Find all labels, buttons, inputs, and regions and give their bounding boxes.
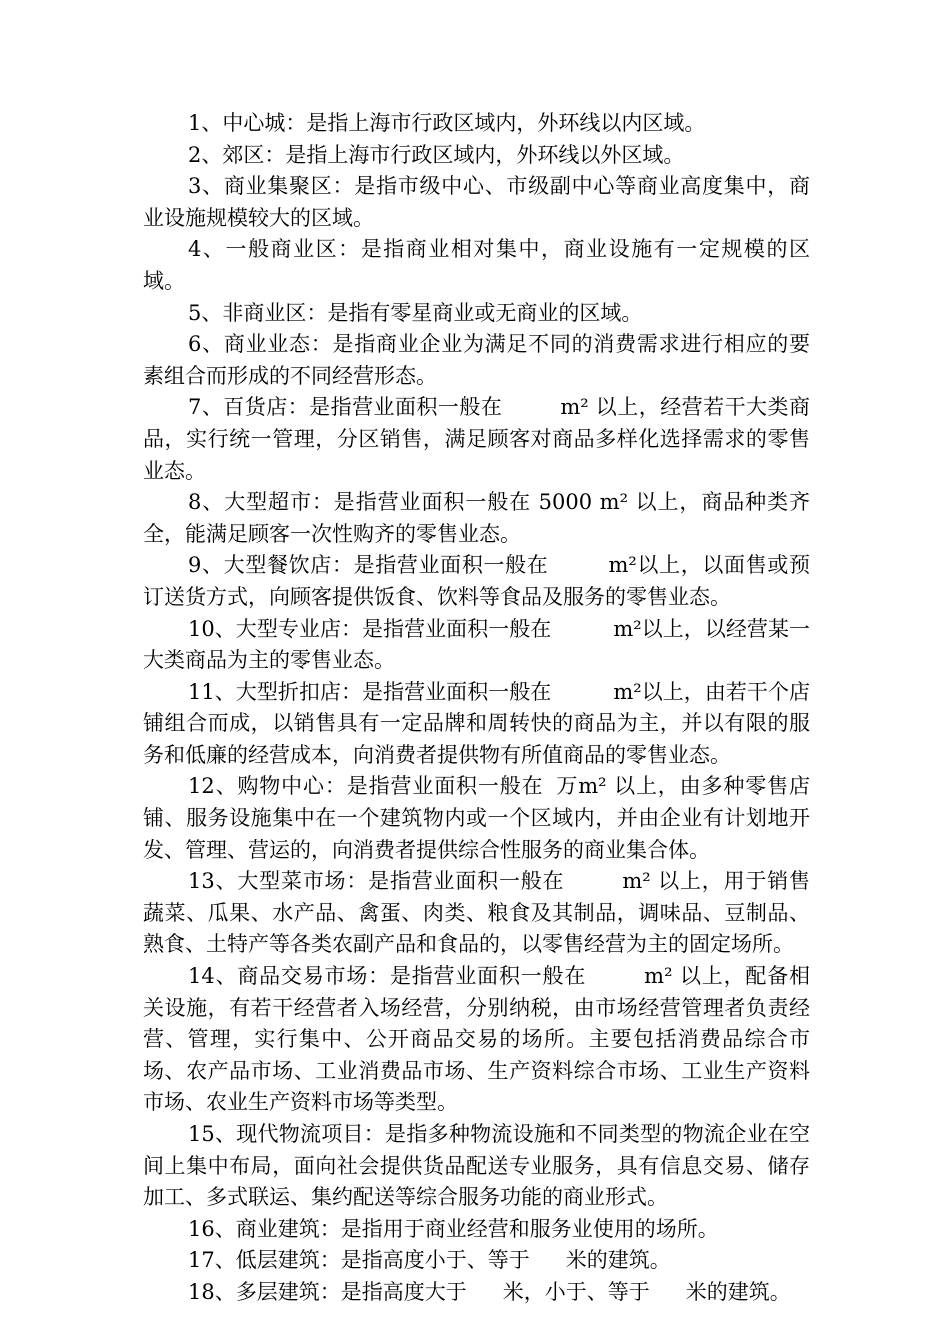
definition-10-text-a: 10、大型专业店：是指营业面积一般在	[188, 616, 552, 641]
definition-8-text: 8、大型超市：是指营业面积一般在 5000 m² 以上，商品种类齐全，能满足顾客一次性购齐的零售业态。	[143, 490, 810, 546]
definition-4-text: 4、一般商业区：是指商业相对集中，商业设施有一定规模的区域。	[143, 237, 810, 293]
definition-4	[143, 234, 810, 297]
definition-14-text-b: m² 以上，配备相关设施，有若干经营者入场经营，分别纳税，由市场经营管理者负责经营、管理，实行集中、公开商品交易的场所。主要包括消费品综合市场、农产品市场、工业消费品市场、生产资料综合市场、工业生产资料市场、农业生产资料市场等类型。	[143, 964, 810, 1115]
definition-12	[143, 771, 810, 866]
definition-7	[143, 392, 810, 487]
definition-8	[143, 487, 810, 550]
definition-13-text-b: m² 以上，用于销售蔬菜、瓜果、水产品、禽蛋、肉类、粮食及其制品，调味品、豆制品、熟食、土特产等各类农副产品和食品的，以零售经营为主的固定场所。	[143, 869, 810, 957]
definition-7-text-b: m² 以上，经营若干大类商品，实行统一管理，分区销售，满足顾客对商品多样化选择需求的零售业态。	[143, 395, 810, 483]
definition-9-text-a: 9、大型餐饮店：是指营业面积一般在	[188, 553, 549, 578]
definition-13-text-a: 13、大型菜市场：是指营业面积一般在	[188, 869, 565, 894]
definition-14-text-a: 14、商品交易市场：是指营业面积一般在	[188, 964, 587, 989]
definition-1-text: 1、中心城：是指上海市行政区域内，外环线以内区域。	[188, 111, 706, 135]
definition-2	[143, 140, 810, 172]
definition-18	[143, 1277, 810, 1309]
definition-6	[143, 329, 810, 392]
definition-11-text-b: m²以上，由若干个店铺组合而成，以销售具有一定品牌和周转快的商品为主，并以有限的服务和低廉的经营成本，向消费者提供物有所值商品的零售业态。	[143, 679, 810, 767]
definition-15-text: 15、现代物流项目：是指多种物流设施和不同类型的物流企业在空间上集中布局，面向社会提供货品配送专业服务，具有信息交易、储存加工、多式联运、集约配送等综合服务功能的商业形式。	[143, 1122, 810, 1210]
definition-9-text-b: m²以上，以面售或预订送货方式，向顾客提供饭食、饮料等食品及服务的零售业态。	[143, 553, 810, 609]
definition-14	[143, 961, 810, 1119]
definition-11-text-a: 11、大型折扣店：是指营业面积一般在	[188, 679, 552, 704]
definition-1	[143, 108, 810, 140]
definition-2-text: 2、郊区：是指上海市行政区域内，外环线以外区域。	[188, 142, 685, 167]
definition-16-text: 16、商业建筑：是指用于商业经营和服务业使用的场所。	[188, 1216, 719, 1241]
definition-10-text-b: m²以上，以经营某一大类商品为主的零售业态。	[143, 616, 810, 673]
definition-15	[143, 1119, 810, 1214]
definition-12-text-a: 12、购物中心：是指营业面积一般在	[188, 774, 544, 799]
definition-9	[143, 550, 810, 613]
definition-17-text-a: 17、低层建筑：是指高度小于、等于	[188, 1248, 530, 1273]
definition-5-text: 5、非商业区：是指有零星商业或无商业的区域。	[188, 300, 643, 325]
definition-3-text: 3、商业集聚区：是指市级中心、市级副中心等商业高度集中，商业设施规模较大的区域。	[143, 174, 810, 230]
definition-16	[143, 1214, 810, 1246]
definition-18-text-b: 米，小于、等于	[502, 1279, 650, 1304]
definition-12-text-b: 万m² 以上，由多种零售店铺、服务设施集中在一个建筑物内或一个区域内，并由企业有计划地开发、管理、营运的，向消费者提供综合性服务的商业集合体。	[143, 774, 810, 862]
definition-18-text-c: 米的建筑。	[685, 1279, 791, 1304]
definition-5	[143, 298, 810, 330]
definition-3	[143, 171, 810, 234]
definition-6-text: 6、商业业态：是指商业企业为满足不同的消费需求进行相应的要素组合而形成的不同经营形态。	[143, 332, 810, 388]
document-page	[143, 108, 810, 1309]
definition-17	[143, 1245, 810, 1277]
definition-18-text-a: 18、多层建筑：是指高度大于	[188, 1279, 467, 1304]
definition-11	[143, 677, 810, 772]
definition-17-text-b: 米的建筑。	[565, 1248, 671, 1273]
definition-7-text-a: 7、百货店：是指营业面积一般在	[188, 395, 503, 420]
definition-13	[143, 866, 810, 961]
definition-10	[143, 614, 810, 677]
